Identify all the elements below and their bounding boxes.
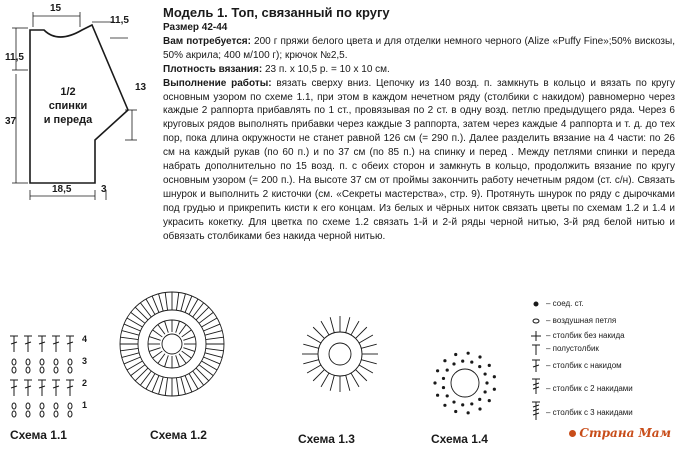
stitch-mark <box>68 367 72 373</box>
stitch-mark <box>54 367 58 373</box>
stitch-mark <box>196 307 209 320</box>
watermark-logo-icon <box>569 430 576 437</box>
stitch-mark <box>179 354 186 364</box>
dim-bottom-right: 3 <box>101 184 107 195</box>
stitch-mark <box>454 410 457 413</box>
stitch-mark <box>361 344 376 348</box>
stitch-mark <box>124 324 141 331</box>
stitch-mark <box>176 292 178 310</box>
body-label-1: 1/2 <box>60 86 76 98</box>
stitch-mark <box>120 348 138 350</box>
stitch-mark <box>159 377 164 394</box>
stitch-mark <box>185 375 192 392</box>
dim-left-height: 11,5 <box>5 52 24 63</box>
stitch-mark <box>446 368 449 371</box>
stitch-mark <box>443 359 446 362</box>
scheme-1-3-flower <box>302 316 378 392</box>
stitch-mark <box>68 403 72 409</box>
stitch-mark <box>165 292 167 310</box>
stitch-mark <box>467 411 470 414</box>
dim-side: 13 <box>135 82 147 93</box>
stitch-mark <box>183 348 194 352</box>
stitch-mark <box>12 359 16 365</box>
stitch-mark <box>442 377 445 380</box>
stitch-mark <box>40 411 44 417</box>
stitch-mark <box>478 398 481 401</box>
stitch-mark <box>442 386 445 389</box>
stitch-mark <box>40 359 44 365</box>
dim-bottom: 18,5 <box>52 184 72 195</box>
body-label-3: и переда <box>43 114 93 126</box>
stitch-mark <box>461 403 464 406</box>
stitch-mark <box>346 375 350 390</box>
stitch-mark <box>351 321 359 335</box>
stitch-mark <box>152 296 159 313</box>
scheme-1-1-label: Схема 1.1 <box>10 428 67 442</box>
materials-label: Вам потребуется: <box>163 35 251 47</box>
stitch-mark <box>203 357 220 364</box>
legend-symbols <box>531 302 541 420</box>
stitch-mark <box>313 370 324 381</box>
watermark-text: Страна Мам <box>579 426 671 440</box>
stitch-mark <box>446 394 449 397</box>
stitch-mark <box>12 403 16 409</box>
stitch-mark <box>135 368 148 381</box>
stitch-mark <box>183 337 194 341</box>
stitch-mark <box>181 377 186 394</box>
stitch-mark <box>196 368 209 381</box>
stitch-mark <box>478 407 481 410</box>
stitch-mark <box>493 388 496 391</box>
stitch-mark <box>26 411 30 417</box>
scheme-1-3-label: Схема 1.3 <box>298 432 355 446</box>
stitch-mark <box>122 353 139 358</box>
stitch-mark <box>152 375 159 392</box>
stitch-mark <box>203 324 220 331</box>
scheme-1-4-label: Схема 1.4 <box>431 432 488 446</box>
stitch-mark <box>181 294 186 311</box>
legend-label-half-double: – полустолбик <box>546 344 599 353</box>
dim-top-width: 15 <box>50 3 62 14</box>
stitch-mark <box>452 362 455 365</box>
stitch-mark <box>12 411 16 417</box>
stitch-mark <box>165 355 169 366</box>
stitch-mark <box>165 378 167 396</box>
stitch-mark <box>206 348 224 350</box>
legend-label-treble: – столбик с 2 накидами <box>546 384 633 393</box>
stitch-mark <box>321 373 329 387</box>
stitch-mark <box>433 381 436 384</box>
work-paragraph <box>163 77 675 244</box>
stitch-mark <box>158 325 165 335</box>
stitch-mark <box>307 365 321 373</box>
stitch-mark <box>120 337 138 339</box>
stitch-mark <box>12 367 16 373</box>
stitch-mark <box>179 325 186 335</box>
stitch-mark <box>478 355 481 358</box>
row-number-4: 4 <box>82 334 88 344</box>
work-label: Выполнение работы: <box>163 77 272 89</box>
stitch-mark <box>313 327 324 338</box>
stitch-mark <box>330 375 334 390</box>
stitch-mark <box>153 351 163 358</box>
stitch-mark <box>159 294 164 311</box>
legend-label-slip-stitch: – соед. ст. <box>546 299 584 308</box>
stitch-mark <box>359 365 373 373</box>
stitch-mark <box>182 330 192 337</box>
scheme-1-1-grid <box>10 336 74 417</box>
stitch-mark <box>54 411 58 417</box>
scheme-1-4-flower <box>433 352 496 415</box>
stitch-mark <box>303 360 318 364</box>
stitch-mark <box>361 360 376 364</box>
stitch-mark <box>26 359 30 365</box>
stitch-mark <box>356 327 367 338</box>
stitch-mark <box>359 335 373 343</box>
stitch-mark <box>26 403 30 409</box>
stitch-mark <box>54 403 58 409</box>
legend-label-double-crochet: – столбик с накидом <box>546 361 622 370</box>
stitch-mark <box>454 353 457 356</box>
stitch-mark <box>176 378 178 396</box>
density-paragraph <box>163 63 675 77</box>
stitch-mark <box>206 337 224 339</box>
stitch-mark <box>40 367 44 373</box>
stitch-mark <box>461 360 464 363</box>
dim-shoulder: 11,5 <box>110 15 129 26</box>
body-label-2: спинки <box>48 100 88 112</box>
stitch-mark <box>149 348 160 352</box>
stitch-mark <box>478 365 481 368</box>
density-label: Плотность вязания: <box>163 63 263 75</box>
scheme-1-2-flower <box>120 292 224 396</box>
stitch-mark <box>303 344 318 348</box>
stitch-mark <box>185 296 192 313</box>
row-number-1: 1 <box>82 400 88 410</box>
stitch-mark <box>176 321 180 332</box>
stitch-mark <box>205 353 222 358</box>
stitch-mark <box>149 337 160 341</box>
stitch-mark <box>124 357 141 364</box>
stitch-mark <box>40 403 44 409</box>
stitch-mark <box>485 381 488 384</box>
stitch-mark <box>307 335 321 343</box>
stitch-mark <box>467 352 470 355</box>
watermark <box>569 426 671 440</box>
stitch-mark <box>68 411 72 417</box>
stitch-mark <box>153 330 163 337</box>
instructions-text <box>163 5 675 244</box>
density-text: 23 п. х 10,5 р. = 10 х 10 см. <box>262 63 390 75</box>
scheme-1-2-label: Схема 1.2 <box>150 428 207 442</box>
row-number-2: 2 <box>82 378 88 388</box>
stitch-mark <box>330 317 334 332</box>
legend-label-chain: – воздушная петля <box>546 316 617 325</box>
model-title: Модель 1. Топ, связанный по кругу <box>163 5 390 20</box>
stitch-mark <box>321 321 329 335</box>
materials-text: 200 г пряжи белого цвета и для отделки немного черного (Alize «Puffy Fine»;50% вискозы, 50% акрила; 400 м/100 г); крючок №2,5. <box>163 35 675 61</box>
stitch-mark <box>351 373 359 387</box>
stitch-mark <box>54 359 58 365</box>
stitch-mark <box>135 307 148 320</box>
dim-total-height: 37 <box>5 116 17 127</box>
legend-label-double-treble: – столбик с 3 накидами <box>546 408 633 417</box>
stitch-mark <box>68 359 72 365</box>
stitch-mark <box>470 402 473 405</box>
row-number-3: 3 <box>82 356 88 366</box>
stitch-mark <box>356 370 367 381</box>
stitch-mark <box>483 372 486 375</box>
stitch-mark <box>182 351 192 358</box>
stitch-mark <box>493 375 496 378</box>
stitch-mark <box>443 404 446 407</box>
stitch-mark <box>346 317 350 332</box>
stitch-mark <box>122 331 139 336</box>
stitch-mark <box>205 331 222 336</box>
stitch-mark <box>165 321 169 332</box>
stitch-mark <box>488 399 491 402</box>
stitch-mark <box>26 367 30 373</box>
stitch-mark <box>483 390 486 393</box>
legend-label-single-crochet: – столбик без накида <box>546 331 625 340</box>
stitch-mark <box>488 364 491 367</box>
size-label: Размер 42-44 <box>163 22 228 33</box>
materials-paragraph <box>163 35 675 63</box>
stitch-mark <box>452 400 455 403</box>
stitch-mark <box>158 354 165 364</box>
stitch-mark <box>470 360 473 363</box>
stitch-mark <box>436 369 439 372</box>
stitch-mark <box>176 355 180 366</box>
work-text: вязать сверху вниз. Цепочку из 140 возд. п. замкнуть в кольцо и вязать по кругу основным узором по схеме 1.1, при этом в каждом нечетном ряду (столбики с накидом) равномерно через каждые 2 раппорта прибавлять по 1 ст., провязывая по 2 ст. в одну возд. петлю предыдущего ряда. Через 6 круговых рядов выполнять прибавки через каждые 3 раппорта, затем через каждые 4 раппорта и т. д. до тех пор, пока длина окружности не станет равной 126 см (= 290 п.). Далее разделить вязание на 4 части: по 26 см на каждый рукав (по 60 п.) и по 37 см (по 85 п.) на спинку и перед . Между петлями спинки и переда набрать дополнительно по 15 возд. п. с обеих сторон и замкнуть в кольцо, продолжить вязание по кругу основным узором (= 200 п.). На высоте 37 см от проймы закончить работу нечетным рядом (ст. с/н). Связать шнурок и выполнить 2 кисточки (см. «Секреты мастерства», стр. 9). Протянуть шнурок по ряду с дырочками под грудью и прикрепить кисти к его концам. Из белых и чёрных ниток связать цветы по схемам 1.2 и 1.4 и украсить кокетку. Для цветка по схеме 1.2 связать 1-й и 2-й ряды черной нитью, 3-й ряд белой нитью и обвязать столбиками без накида черной нитью. <box>163 77 675 242</box>
stitch-mark <box>436 394 439 397</box>
